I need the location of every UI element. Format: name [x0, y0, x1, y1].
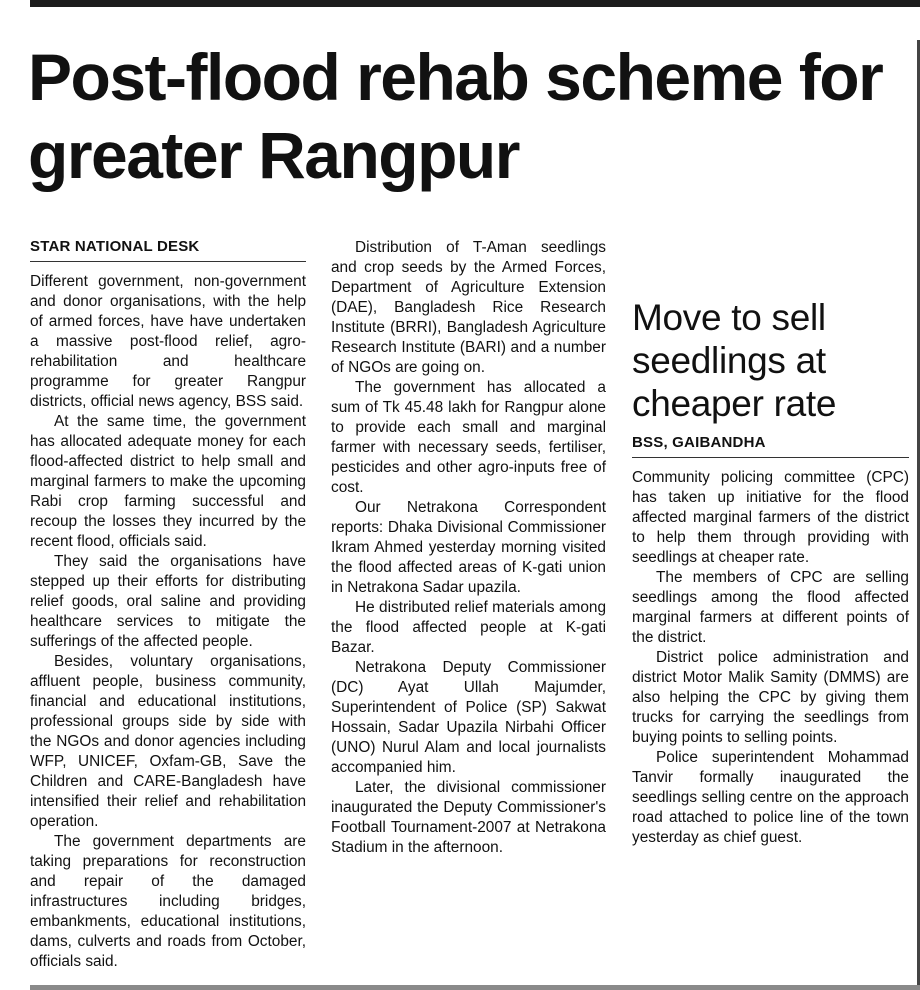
- paragraph: The members of CPC are selling seedlings among the flood affected marginal farmers at different points of the district.: [632, 569, 909, 646]
- column-2: [331, 238, 606, 858]
- column-3: [632, 238, 909, 848]
- paragraph: Netrakona Deputy Commissioner (DC) Ayat Ullah Majumder, Superintendent of Police (SP) Sakwat Hossain, Sadar Upazila Nirbahi Officer (UNO) Nurul Alam and local journalists accompanied him.: [331, 659, 606, 776]
- article-headline: Post-flood rehab scheme for greater Rangpur: [28, 40, 883, 192]
- paragraph: Different government, non-government and donor organisations, with the help of armed forces, have have undertaken a massive post-flood relief, agro-rehabilitation and healthcare programme for greater Rangpur districts, official news agency, BSS said.: [30, 273, 306, 410]
- byline: STAR NATIONAL DESK: [30, 238, 200, 255]
- second-story-byline: BSS, GAIBANDHA: [632, 434, 766, 451]
- paragraph: Besides, voluntary organisations, affluent people, business community, financial and educational institutions, professional groups side by side with the NGOs and donor agencies including WFP, UNICEF, Oxfam-GB, Save the Children and CARE-Bangladesh have intensified their relief and rehabilitation operation.: [30, 653, 306, 830]
- paragraph: The government has allocated a sum of Tk 45.48 lakh for Rangpur alone to provide each small and marginal farmer with necessary seeds, fertiliser, pesticides and other agro-inputs free of cost.: [331, 379, 606, 496]
- paragraph: Community policing committee (CPC) has taken up initiative for the flood affected marginal farmers of the district to help them through providing with seedlings at cheaper rate.: [632, 469, 909, 566]
- second-story-headline: Move to sell seedlings at cheaper rate: [632, 297, 837, 424]
- paragraph: Police superintendent Mohammad Tanvir formally inaugurated the seedlings selling centre on the approach road attached to police line of the town yesterday as chief guest.: [632, 749, 909, 846]
- paragraph: District police administration and district Motor Malik Samity (DMMS) are also helping the CPC by giving them trucks for carrying the seedlings from buying points to selling points.: [632, 649, 909, 746]
- bottom-rule: [30, 985, 920, 990]
- byline-rule: [632, 457, 909, 458]
- paragraph: They said the organisations have stepped up their efforts for distributing relief goods, oral saline and providing healthcare services to mitigate the sufferings of the affected people.: [30, 553, 306, 650]
- paragraph: Our Netrakona Correspondent reports: Dhaka Divisional Commissioner Ikram Ahmed yesterday morning visited the flood affected areas of K-gati union in Netrakona Sadar upazila.: [331, 499, 606, 596]
- paragraph: The government departments are taking preparations for reconstruction and repair of the damaged infrastructures including bridges, embankments, educational institutions, dams, culverts and roads from October, officials said.: [30, 833, 306, 970]
- column-1: [30, 230, 306, 972]
- paragraph: Later, the divisional commissioner inaugurated the Deputy Commissioner's Football Tournament-2007 at Netrakona Stadium in the afternoon.: [331, 779, 606, 856]
- paragraph: At the same time, the government has allocated adequate money for each flood-affected district to help small and marginal farmers to make the upcoming Rabi crop farming successful and recoup the losses they incurred by the recent flood, officials said.: [30, 413, 306, 550]
- paragraph: Distribution of T-Aman seedlings and crop seeds by the Armed Forces, Department of Agriculture Extension (DAE), Bangladesh Rice Research Institute (BRRI), Bangladesh Agriculture Research Institute (BARI) and a number of NGOs are going on.: [331, 239, 606, 376]
- byline-rule: [30, 261, 306, 262]
- paragraph: He distributed relief materials among the flood affected people at K-gati Bazar.: [331, 599, 606, 656]
- top-rule: [30, 0, 920, 7]
